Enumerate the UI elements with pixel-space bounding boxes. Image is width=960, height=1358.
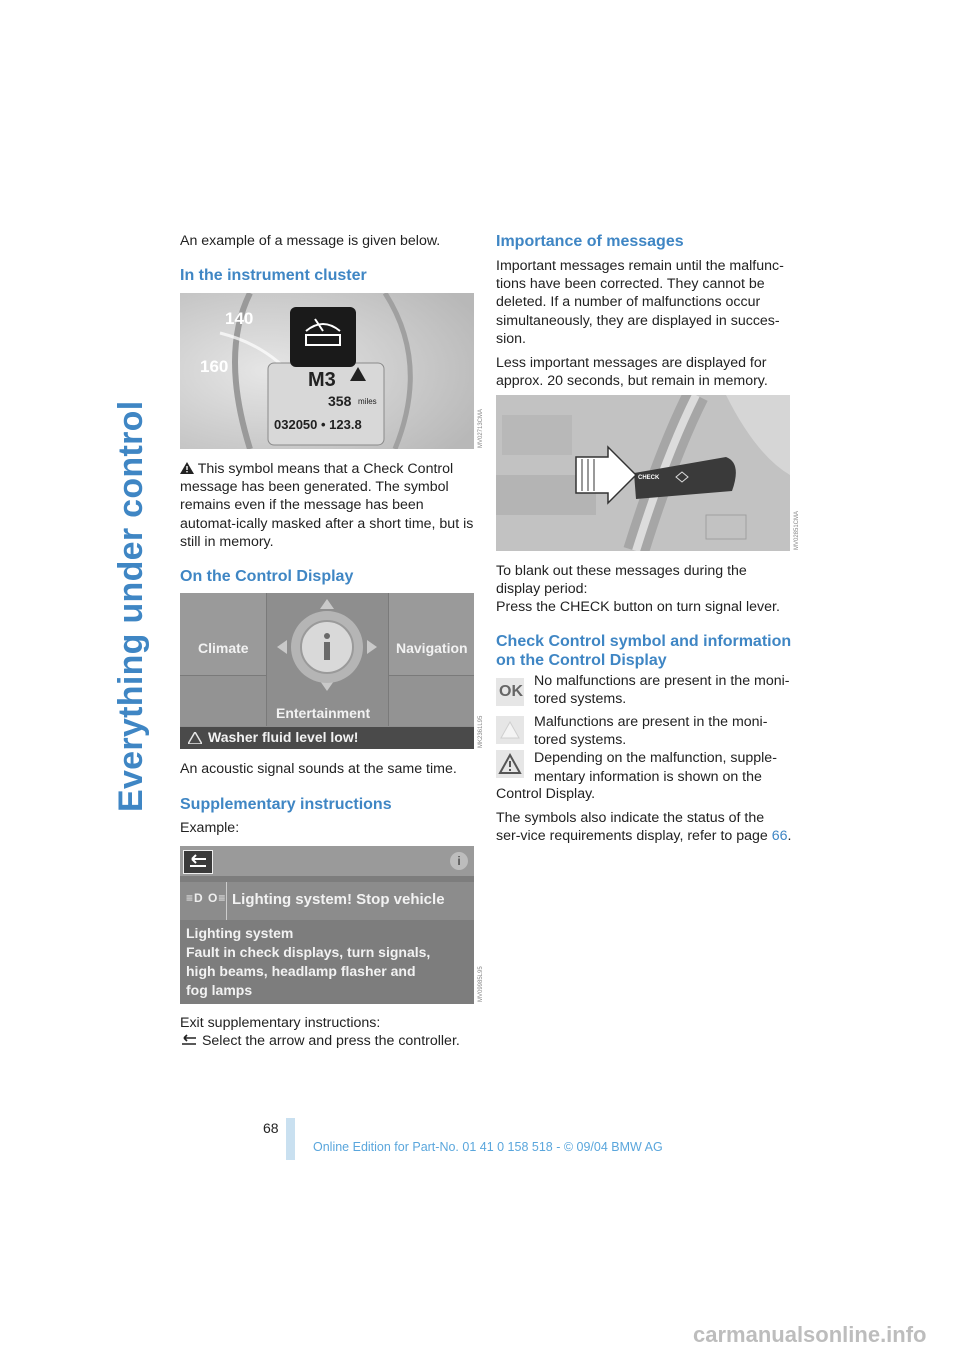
- side-title-text: Everything under control: [112, 400, 150, 812]
- heading-instrument-cluster: In the instrument cluster: [180, 267, 367, 284]
- status-paragraph: [496, 809, 792, 845]
- less-important-text: Less important messages are displayed for approx. 20 seconds, but remain in memory.: [496, 355, 768, 390]
- warning-triangle-icon: [188, 732, 202, 744]
- supp-figure-code: MV09985L95: [478, 966, 484, 1002]
- heading-importance: Importance of messages: [496, 233, 684, 250]
- header-divider: [226, 882, 227, 920]
- supp-body: [186, 924, 470, 1000]
- warning-triangle-dark-icon: [496, 750, 524, 778]
- menu-navigation: Navigation: [396, 640, 468, 656]
- speed-label-140: 140: [225, 309, 254, 328]
- back-arrow-icon: [184, 851, 212, 873]
- ok-text-block: [534, 672, 792, 714]
- example-text: Example:: [180, 820, 240, 836]
- odometer-value: 032050 • 123.8: [274, 417, 362, 432]
- malfunction-symbol-dark: [496, 750, 524, 778]
- acoustic-block: [180, 760, 476, 784]
- turn-signal-lever-figure: [496, 395, 790, 551]
- acoustic-text: An acoustic signal sounds at the same time.: [180, 761, 457, 777]
- edition-footer: Online Edition for Part-No. 01 41 0 158 518 - © 09/04 BMW AG: [313, 1140, 663, 1154]
- important-text: Important messages remain until the malfunc-tions have been corrected. They cannot be deleted. If a number of malfunctions occur simultaneously, they are displayed in succes-sion.: [496, 258, 784, 347]
- supp-toolbar: [180, 846, 474, 876]
- supp-header-text: Lighting system! Stop vehicle: [232, 891, 445, 908]
- model-label: M3: [308, 369, 336, 391]
- select-instruction: [180, 1032, 476, 1050]
- supp-body-line: fog lamps: [186, 982, 253, 998]
- supp-body-line: Fault in check displays, turn signals,: [186, 944, 431, 960]
- supplementary-block: [180, 795, 476, 843]
- instrument-cluster-figure: [180, 293, 474, 449]
- cluster-figure-code: MV02713CMA: [478, 408, 484, 448]
- ok-label: OK: [499, 683, 523, 700]
- blank-out-block: [496, 562, 792, 623]
- status-text: The symbols also indicate the status of the ser-vice requirements display, refer to page: [496, 810, 768, 845]
- exit-block: [180, 1014, 476, 1056]
- side-section-title: [112, 232, 158, 812]
- blank-out-text: To blank out these messages during the display period:: [496, 563, 747, 598]
- status-block: [496, 785, 792, 852]
- heading-control-display: On the Control Display: [180, 568, 354, 585]
- importance-block: [496, 232, 792, 396]
- symbol-explanation-block: [180, 460, 476, 557]
- symbol-paragraph: [180, 460, 476, 551]
- info-button: i: [450, 852, 468, 870]
- warning-bar: [180, 727, 474, 749]
- footer-accent-bar: [286, 1118, 295, 1160]
- heading-supplementary: Supplementary instructions: [180, 796, 392, 813]
- supp-body-title: Lighting system: [186, 925, 294, 941]
- controller-dial-illustration: [180, 593, 474, 749]
- symbol-info-block: [496, 632, 792, 670]
- headlamp-icon: ≡D O≡: [186, 891, 227, 905]
- lever-figure-code: MV02851CMA: [794, 510, 800, 550]
- range-value: 358: [328, 393, 352, 409]
- cluster-heading-block: [180, 266, 476, 285]
- depending-text-b: Control Display.: [496, 786, 596, 802]
- left-intro-block: [180, 232, 476, 256]
- control-display-figure: [180, 593, 474, 749]
- press-check-text: Press the CHECK button on turn signal lever.: [496, 599, 780, 616]
- supp-body-line: high beams, headlamp flasher and: [186, 963, 416, 979]
- menu-entertainment: Entertainment: [276, 705, 371, 721]
- warning-triangle-light-icon: [496, 716, 524, 744]
- display-figure-code: MK2361L95: [478, 715, 484, 748]
- watermark: carmanualsonline.info: [693, 1322, 927, 1347]
- supp-header-row: [180, 882, 474, 920]
- malfunction-text-block: [534, 713, 792, 786]
- malfunction-text: Malfunctions are present in the moni-tored systems.: [534, 714, 768, 749]
- back-arrow-button: [183, 850, 213, 874]
- display-heading-block: [180, 567, 476, 586]
- lever-illustration: [496, 395, 790, 551]
- exit-text: Exit supplementary instructions:: [180, 1015, 381, 1031]
- back-arrow-icon: [180, 1034, 198, 1046]
- warning-triangle-icon: [180, 462, 194, 474]
- check-button-label: CHECK: [638, 475, 660, 481]
- ok-symbol: [496, 678, 524, 706]
- speed-label-160: 160: [200, 357, 229, 376]
- supplementary-figure: [180, 846, 474, 1004]
- warning-message: Washer fluid level low!: [208, 729, 359, 745]
- status-period: .: [787, 828, 792, 845]
- select-text: Select the arrow and press the controller.: [201, 1033, 460, 1050]
- symbol-explanation-text: This symbol means that a Check Control message has been generated. The symbol remains even if the message has been automat-ically masked after a short time, but is still in memory.: [180, 461, 474, 550]
- intro-text: An example of a message is given below.: [180, 233, 441, 249]
- ok-text: No malfunctions are present in the moni-tored systems.: [534, 673, 790, 708]
- depending-text-a: Depending on the malfunction, supple-mentary information is shown on the: [534, 750, 777, 785]
- malfunction-symbol-light: [496, 716, 524, 744]
- range-unit: miles: [358, 397, 377, 406]
- page-number: 68: [263, 1120, 279, 1136]
- menu-climate: Climate: [198, 640, 249, 656]
- page-reference-link[interactable]: 66: [771, 828, 788, 845]
- heading-check-control-symbol: Check Control symbol and information on the Control Display: [496, 633, 792, 669]
